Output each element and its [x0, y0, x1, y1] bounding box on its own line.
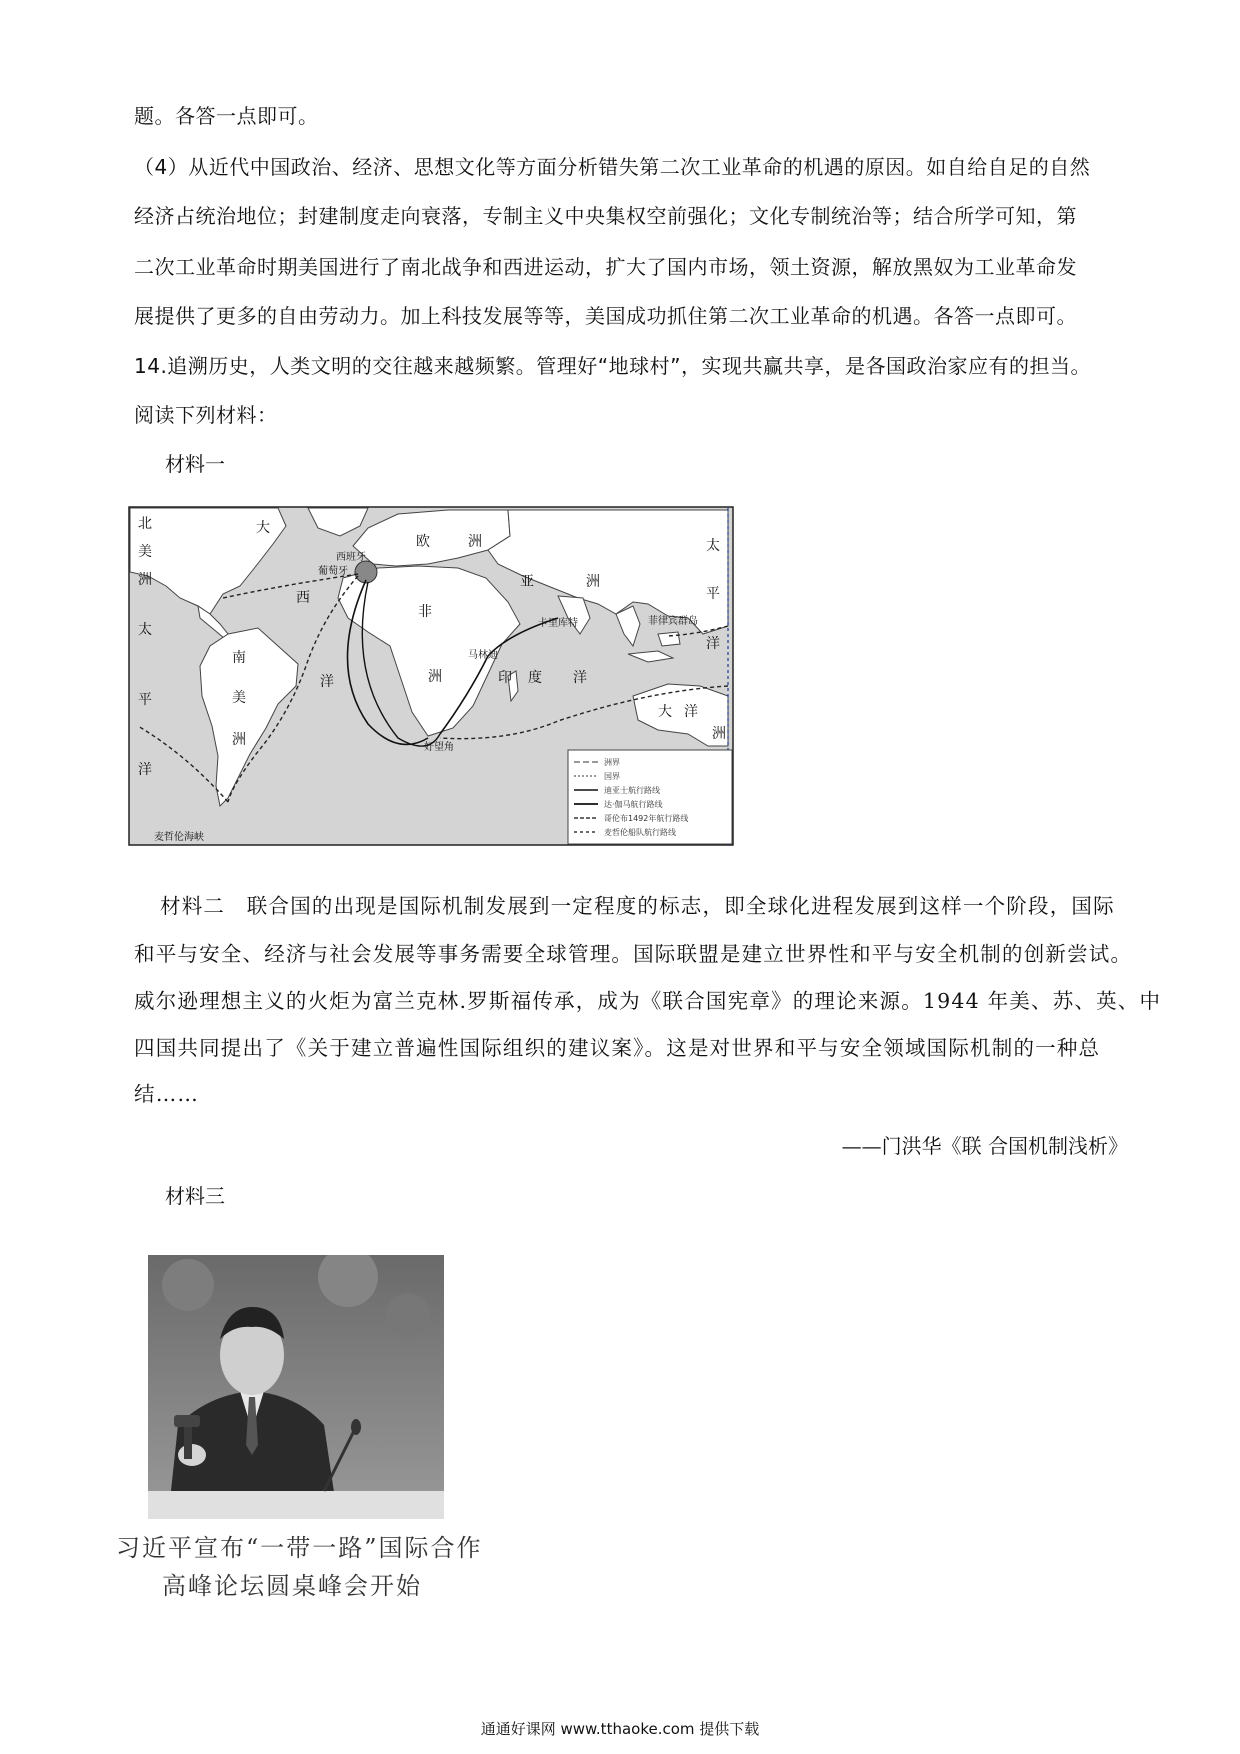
map-label: 南 [232, 650, 246, 666]
map-label: 洲 [232, 732, 246, 748]
legend-item: 哥伦布1492年航行路线 [604, 814, 689, 823]
map-place-label: 菲律宾群岛 [648, 616, 698, 627]
legend-item: 麦哲伦船队航行路线 [604, 828, 676, 837]
page-footer: 通通好课网 www.tthaoke.com 提供下载 [480, 1720, 760, 1738]
map-label: 洋 [684, 704, 698, 720]
map-label: 平 [706, 586, 720, 602]
material-1-label: 材料一 [165, 452, 225, 476]
map-place-label: 卡里库特 [538, 618, 578, 629]
question-14-line: 14.追溯历史，人类文明的交往越来越频繁。管理好“地球村”，实现共赢共享，是各国政治家应有的担当。 [134, 354, 1092, 378]
paragraph-line: 题。各答一点即可。 [134, 104, 319, 128]
map-place-label: 西班牙 [336, 552, 366, 563]
paragraph-line: 展提供了更多的自由劳动力。加上科技发展等等，美国成功抓住第二次工业革命的机遇。各答一点即可。 [134, 304, 1077, 328]
map-label: 洋 [706, 636, 720, 652]
map-label: 西 [296, 590, 310, 606]
material-2-line: 四国共同提出了《关于建立普遍性国际组织的建议案》。这是对世界和平与安全领域国际机制的一种总 [134, 1036, 1101, 1060]
map-label: 北 [138, 516, 152, 532]
legend-item: 国界 [604, 772, 620, 781]
map-place-label: 马林迪 [468, 650, 498, 661]
map-label: 洋 [138, 762, 152, 778]
map-place-label: 麦哲伦海峡 [154, 832, 204, 843]
map-label: 洲 [138, 572, 152, 588]
paragraph-line: 阅读下列材料： [134, 403, 278, 427]
map-label: 平 [138, 692, 152, 708]
material-2-source: ——门洪华《联 合国机制浅析》 [841, 1134, 1128, 1158]
map-label: 太 [706, 538, 720, 554]
material-2-line: 结…… [134, 1082, 200, 1106]
map-label: 洲 [586, 574, 600, 590]
map-label: 印 [498, 670, 512, 686]
map-label: 亚 [520, 574, 534, 590]
navigation-routes-map [128, 506, 734, 854]
material-2-line: 材料二 联合国的出现是国际机制发展到一定程度的标志，即全球化进程发展到这样一个阶段，国际 [160, 894, 1115, 918]
map-label: 洋 [573, 670, 587, 686]
paragraph-line: 经济占统治地位；封建制度走向衰落，专制主义中央集权空前强化；文化专制统治等；结合所学可知，第 [134, 204, 1077, 228]
map-label: 度 [528, 670, 542, 686]
map-svg [128, 506, 734, 854]
photo-caption-line-1: 习近平宣布“一带一路”国际合作 [116, 1534, 483, 1562]
paragraph-line: 二次工业革命时期美国进行了南北战争和西进运动，扩大了国内市场，领土资源，解放黑奴为工业革命发 [134, 255, 1077, 279]
material-3-label: 材料三 [165, 1184, 225, 1208]
map-label: 洲 [428, 669, 442, 685]
material-2-line: 威尔逊理想主义的火炬为富兰克林.罗斯福传承，成为《联合国宪章》的理论来源。1944 年美、苏、英、中 [134, 989, 1162, 1013]
summit-photo [148, 1255, 444, 1519]
map-label: 洋 [320, 674, 334, 690]
material-2-line: 和平与安全、经济与社会发展等事务需要全球管理。国际联盟是建立世界性和平与安全机制的创新尝试。 [134, 942, 1133, 966]
map-label: 欧 [416, 534, 430, 550]
map-label: 洲 [712, 726, 726, 742]
paragraph-line: （4）从近代中国政治、经济、思想文化等方面分析错失第二次工业革命的机遇的原因。如自给自足的自然 [134, 155, 1091, 179]
map-label: 美 [232, 690, 246, 706]
map-label: 太 [138, 622, 152, 638]
legend-item: 迪亚士航行路线 [604, 786, 660, 795]
legend-item: 达·伽马航行路线 [604, 800, 663, 809]
map-place-label: 葡萄牙 [318, 566, 348, 577]
map-label: 非 [418, 604, 432, 620]
map-label: 洲 [468, 534, 482, 550]
map-label: 美 [138, 544, 152, 560]
map-label: 大 [658, 704, 672, 720]
map-label: 大 [256, 520, 270, 536]
map-place-label: 好望角 [424, 742, 454, 753]
photo-caption-line-2: 高峰论坛圆桌峰会开始 [162, 1572, 422, 1600]
legend-item: 洲界 [604, 758, 620, 767]
